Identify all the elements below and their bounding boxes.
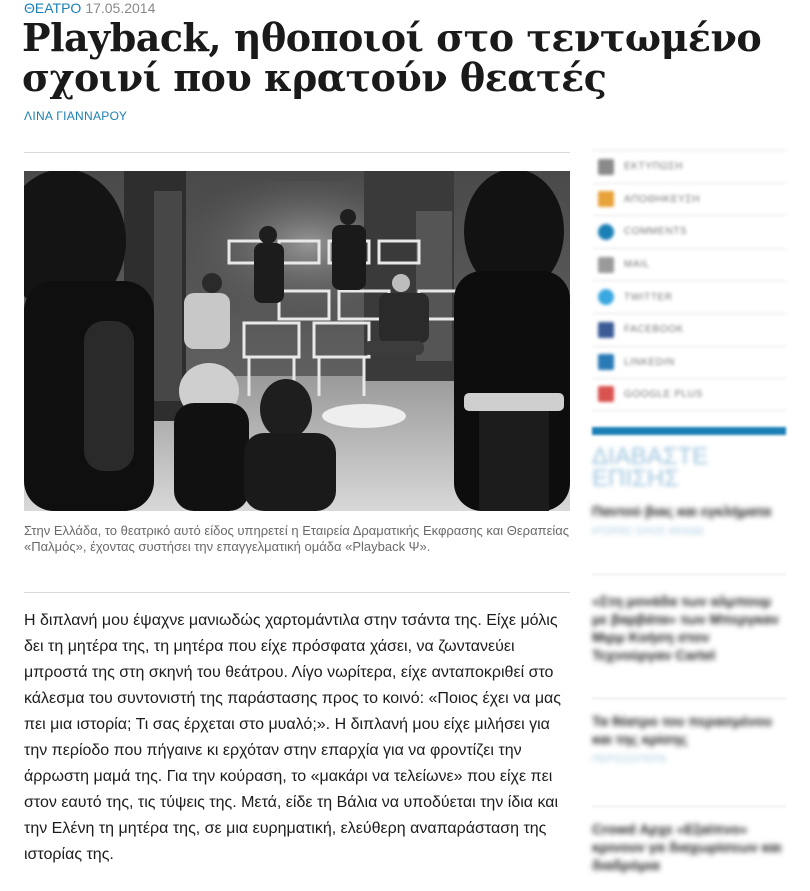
divider [592, 698, 786, 699]
article-body: Η διπλανή μου έψαχνε μανιωδώς χαρτομάντιλα στην τσάντα της. Είχε μόλις δει τη μητέρα της, τη μητέρα που είχε πρόσφατα χάσει, να ζωντανεύει μπροστά της στη σκηνή του θεάτρου. Λίγο νωρίτερα, είχε ανταποκριθεί στο κάλεσμα του συντονιστή της παράστασης προς το κοινό: «Ποιος έχει να μας πει μια ιστορία; Τι σας έρχεται στο μυαλό;». Η διπλανή μου είχε μιλήσει για την περίοδο που πήγαινε κι ερχόταν στην επαρχία για να φροντίζει την άρρωστη μαμά της. Για την κούραση, το «μακάρι να τελείωνε» που είχε πει στον εαυτό της, τις τύψεις της. Μετά, είδε τη Βάλια να υποδύεται την ίδια και την Ελένη τη μητέρα της, σε μια ευρηματική, ελεύθερη αναπαράσταση της ιστορίας της. [24, 612, 561, 863]
comments-icon [598, 224, 614, 240]
photo-caption: Στην Ελλάδα, το θεατρικό αυτό είδος υπηρετεί η Εταιρεία Δραματικής Εκφρασης και Θεραπείας «Παλμός», έχοντας συστήσει την επαγγελματική ομάδα «Playback Ψ». [24, 523, 570, 554]
sidebar-accent-bar [592, 427, 786, 435]
related-article[interactable]: «Στη μονάδα των αλμπουμ με βαρβάτα» των Μπεργκαν Μιρμ Κοήση στον Τεχνούργαν Cartel [592, 593, 779, 663]
author-link[interactable]: ΛΙΝΑ ΓΙΑΝΝΑΡΟΥ [24, 109, 128, 123]
twitter-icon [598, 289, 614, 305]
sidebar [592, 150, 792, 891]
share-google-plus[interactable]: GOOGLE PLUS [592, 378, 786, 411]
article-photo [24, 171, 570, 511]
share-linkedin[interactable]: LINKEDIN [592, 346, 786, 379]
linkedin-icon [598, 354, 614, 370]
google-plus-icon [598, 386, 614, 402]
photo-rehearsal-scene [24, 171, 570, 511]
facebook-icon [598, 322, 614, 338]
divider [24, 152, 570, 153]
mail-icon [598, 257, 614, 273]
publish-date: 17.05.2014 [85, 0, 156, 16]
share-comments[interactable]: COMMENTS [592, 215, 786, 248]
bookmark-icon [598, 191, 614, 207]
share-bookmark[interactable]: ΑΠΟΘΗΚΕΥΣΗ [592, 183, 786, 216]
share-mail[interactable]: MAIL [592, 248, 786, 281]
divider [592, 806, 786, 807]
article-meta [24, 0, 155, 16]
section-link[interactable]: ΘΕΑΤΡΟ [24, 0, 82, 16]
print-icon [598, 159, 614, 175]
share-twitter[interactable]: TWITTER [592, 280, 786, 313]
related-article[interactable]: Παντού βιας και εγκλήματα #ΤΩΡΑΣ ΟΛΟΣ ΑΚΑΔΕ [592, 503, 772, 537]
divider [24, 592, 570, 593]
share-print[interactable]: ΕΚΤΥΠΩΣΗ [592, 150, 786, 183]
more-heading: ΔΙΑΒΑΣΤΕ ΕΠΙΣΗΣ [592, 443, 709, 492]
share-tools [592, 150, 786, 411]
related-article[interactable]: Crowd Αρχε «Εξαίπνο» κρινουν γα διαχωρίσεων και διαδρόμια [592, 821, 782, 873]
article-title: Playback, ηθοποιοί στο τεντωμένο σχοινί που κρατούν θεατές [22, 15, 762, 100]
related-article[interactable]: Τα θέατρο του περασμένου και της κρίσης ΠΕΡΙΣΣΟΤΕΡΑ [592, 713, 772, 765]
share-facebook[interactable]: FACEBOOK [592, 313, 786, 346]
divider [592, 574, 786, 575]
